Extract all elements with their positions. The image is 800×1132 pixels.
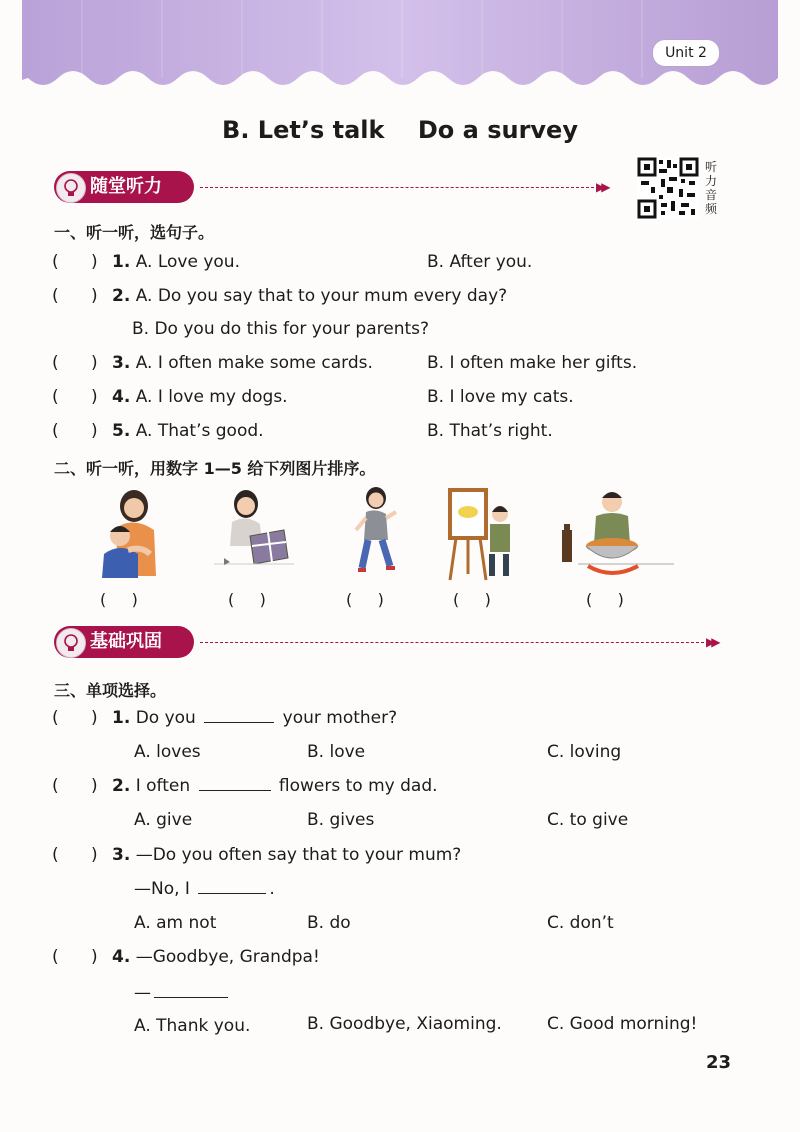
option-c: C. don’t: [547, 913, 614, 933]
unit-badge: Unit 2: [652, 39, 720, 67]
section-divider: [200, 642, 704, 643]
picture-answer-blank[interactable]: ( ): [100, 590, 138, 609]
question-text: your mother?: [282, 708, 398, 728]
double-arrow-icon: ▶▶: [596, 180, 607, 194]
question-text: —No, I: [134, 879, 190, 899]
answer-blank[interactable]: ( ): [52, 845, 98, 865]
lightbulb-icon: [56, 173, 86, 203]
question-text: I often: [135, 776, 191, 796]
option-a: A. I often make some cards.: [135, 353, 373, 373]
option-a: A. Love you.: [135, 252, 240, 272]
fill-blank[interactable]: [204, 708, 274, 723]
section-title: 基础巩固: [90, 631, 162, 652]
mc-question-2: [112, 776, 438, 796]
answer-blank[interactable]: ( ): [52, 947, 98, 967]
option-a: A. That’s good.: [135, 421, 264, 441]
answer-blank[interactable]: ( ): [52, 708, 98, 728]
fill-blank[interactable]: [199, 776, 271, 791]
answer-blank[interactable]: ( ): [52, 387, 98, 407]
question-text: —: [134, 983, 151, 1003]
hug-picture: [92, 484, 162, 584]
mc-question-3-reply: [134, 879, 275, 899]
girl-running-picture: [350, 484, 402, 584]
answer-blank[interactable]: ( ): [52, 286, 98, 306]
part2-heading: 二、听一听，用数字 1—5 给下列图片排序。: [54, 459, 376, 478]
option-a: A. Do you say that to your mum every day?: [135, 286, 508, 306]
option-b: B. do: [307, 913, 351, 933]
section-divider: [200, 187, 594, 188]
double-arrow-icon: ▶▶: [706, 635, 717, 649]
cooking-picture: [560, 484, 676, 584]
answer-blank[interactable]: ( ): [52, 776, 98, 796]
option-b: B. Goodbye, Xiaoming.: [307, 1014, 502, 1034]
page-title: B. Let’s talk Do a survey: [222, 116, 578, 144]
option-a: A. am not: [134, 913, 217, 933]
mc-question-3: [112, 845, 461, 865]
section-title: 随堂听力: [90, 176, 162, 197]
option-c: C. loving: [547, 742, 622, 762]
option-b: B. That’s right.: [427, 421, 553, 441]
section-listening: [54, 171, 614, 205]
question-number: 1.: [112, 708, 131, 728]
question-number: 5.: [112, 421, 131, 441]
option-b: B. love: [307, 742, 366, 762]
option-a: A. I love my dogs.: [135, 387, 288, 407]
question-5: [112, 421, 264, 441]
option-b: B. After you.: [427, 252, 533, 272]
gift-box-picture: [210, 484, 294, 584]
question-2: [112, 286, 507, 306]
question-text: —Goodbye, Grandpa!: [135, 947, 320, 967]
question-number: 3.: [112, 353, 131, 373]
option-a: A. loves: [134, 742, 201, 762]
question-number: 4.: [112, 387, 131, 407]
answer-blank[interactable]: ( ): [52, 421, 98, 441]
question-text: flowers to my dad.: [278, 776, 438, 796]
question-text: —Do you often say that to your mum?: [135, 845, 462, 865]
question-text: Do you: [135, 708, 196, 728]
question-1: [112, 252, 240, 272]
qr-code-icon[interactable]: [637, 157, 699, 219]
fill-blank[interactable]: [198, 879, 266, 894]
lightbulb-icon: [56, 628, 86, 658]
fill-blank[interactable]: [154, 983, 228, 998]
mc-question-4: [112, 947, 320, 967]
question-number: 4.: [112, 947, 131, 967]
question-4: [112, 387, 288, 407]
question-number: 2.: [112, 286, 131, 306]
question-number: 2.: [112, 776, 131, 796]
question-3: [112, 353, 373, 373]
painting-picture: [446, 484, 516, 584]
section-basics: [54, 626, 724, 660]
option-a: A. Thank you.: [134, 1016, 251, 1036]
option-b: B. I love my cats.: [427, 387, 574, 407]
page-number: 23: [706, 1052, 732, 1073]
picture-answer-blank[interactable]: ( ): [453, 590, 491, 609]
question-number: 3.: [112, 845, 131, 865]
picture-answer-blank[interactable]: ( ): [586, 590, 624, 609]
part3-heading: 三、单项选择。: [54, 681, 167, 700]
option-a: A. give: [134, 810, 193, 830]
picture-answer-blank[interactable]: ( ): [228, 590, 266, 609]
mc-question-4-reply: [134, 983, 231, 1003]
option-c: C. to give: [547, 810, 629, 830]
answer-blank[interactable]: ( ): [52, 252, 98, 272]
option-b: B. Do you do this for your parents?: [132, 319, 430, 339]
question-text: .: [269, 879, 275, 899]
option-b: B. gives: [307, 810, 375, 830]
question-number: 1.: [112, 252, 131, 272]
mc-question-1: [112, 708, 397, 728]
part1-heading: 一、听一听，选句子。: [54, 223, 215, 242]
picture-answer-blank[interactable]: ( ): [346, 590, 384, 609]
qr-label: 听力音频: [704, 160, 717, 216]
option-b: B. I often make her gifts.: [427, 353, 638, 373]
option-c: C. Good morning!: [547, 1014, 698, 1034]
answer-blank[interactable]: ( ): [52, 353, 98, 373]
